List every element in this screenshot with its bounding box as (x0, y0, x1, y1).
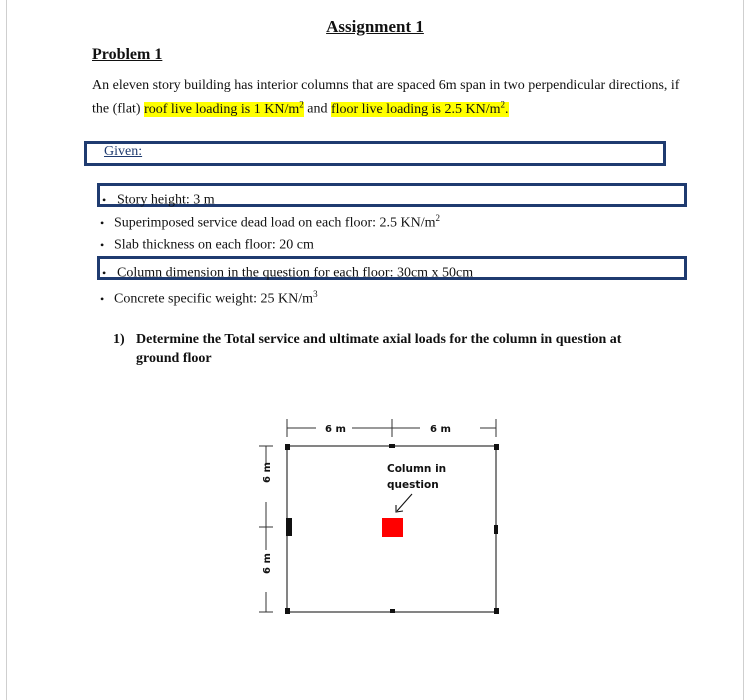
caption-line-2: question (387, 479, 439, 491)
given-item-column-dimension: • Column dimension in the question for each floor: 30cm x 50cm (97, 256, 687, 280)
intro-and: and (303, 101, 331, 117)
column-in-question (382, 518, 403, 537)
top-dimension-lines (287, 419, 496, 437)
floor-live-load-highlight: floor live loading is 2.5 $KN/m^2$. (330, 99, 509, 117)
given-item-slab-thickness: • Slab thickness on each floor: 20 cm (100, 230, 314, 250)
given-item-concrete-weight: • Concrete specific weight: 25 $KN/m^3$ (100, 289, 318, 307)
given-label: Given: (104, 144, 143, 159)
bullet-icon: • (102, 192, 107, 207)
problem-heading: Problem 1 (92, 46, 163, 63)
arrow-icon (396, 494, 412, 512)
intro-text: An eleven story building has interior columns that are spaced 6m span in two perpendicular directions, if the (flat) (92, 78, 680, 117)
caption-line-1: Column in (387, 463, 447, 475)
given-item-story-height: • Story height: 3 m (97, 183, 687, 207)
question-text: Determine the Total service and ultimate axial loads for the column in question at ground floor (136, 332, 622, 366)
left-dim-label-1: 6 m (262, 462, 273, 483)
top-dim-label-2: 6 m (430, 424, 451, 435)
given-item-dead-load: • Superimposed service dead load on each floor: 2.5 $KN/m^2$ (100, 213, 441, 231)
roof-live-load-highlight: roof live loading is 1 $KN/m^2$ (144, 99, 304, 117)
left-dim-label-2: 6 m (262, 553, 273, 574)
bullet-icon: • (100, 215, 105, 230)
bullet-icon: • (102, 265, 107, 280)
top-dim-label-1: 6 m (325, 424, 346, 435)
bullet-icon: • (100, 237, 105, 252)
question-number: 1) (113, 332, 125, 347)
assignment-title: Assignment 1 (326, 17, 424, 36)
bullet-icon: • (100, 291, 105, 306)
